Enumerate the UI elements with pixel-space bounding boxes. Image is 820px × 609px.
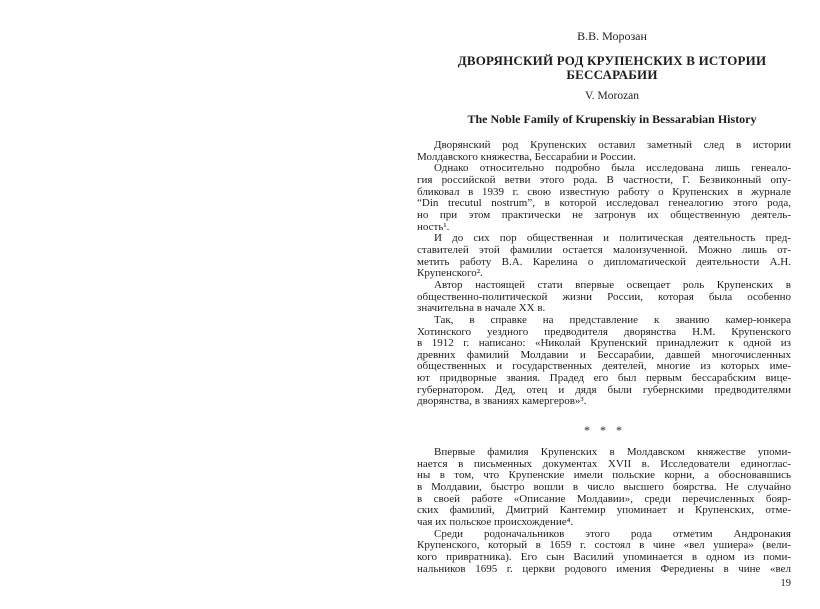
text-line: кого привратника). Его сын Василий упоминается в одном из поми- (417, 551, 791, 563)
text-line: Среди родоначальников этого рода отметим Андронакия (434, 527, 791, 540)
text-line: ность¹. (417, 220, 450, 233)
text-line: ских фамилий, Дмитрий Кантемир упоминает и Крупенских, отме- (417, 504, 791, 517)
text-line: значительна в начале XX в. (417, 302, 546, 315)
article-title-ru (433, 54, 791, 82)
paragraph (417, 529, 791, 576)
text-line: в своей работе «Описание Молдавии», среди перечисленных бояр- (417, 492, 791, 505)
section-separator: * * * (584, 423, 624, 438)
text-line: ставителей этой фамилии остается малоизученной. Можно лишь от- (417, 243, 791, 256)
text-line: Так, в справке на представление к званию камер-юнкера (434, 313, 791, 326)
title-line: ДВОРЯНСКИЙ РОД КРУПЕНСКИХ В ИСТОРИИ (457, 53, 767, 68)
text-line: Автор настоящей стати впервые освещает роль Крупенских в (434, 278, 791, 291)
text-line: гия российской ветви этого рода. В частности, Г. Безвиконный опу- (417, 173, 791, 186)
text-line: Хотинского уездного предводителя дворянства Н.М. Крупенского (417, 325, 791, 338)
paragraph (417, 280, 791, 315)
text-line: общественно-политической жизни России, которая была особенно (417, 290, 791, 303)
text-column (417, 0, 791, 590)
author-name-en: V. Morozan (584, 90, 640, 102)
text-line: губернатором. Дед, отец и дядя были губернскими предводителями (417, 383, 791, 396)
page-number: 19 (780, 578, 791, 590)
text-line: Крупенского². (417, 267, 483, 280)
text-line: Впервые фамилия Крупенских в Молдавском княжестве упоми- (434, 446, 791, 459)
text-line: Дворянский род Крупенских оставил заметный след в истории (434, 139, 791, 151)
article-title-en: The Noble Family of Krupenskiy in Bessarabian History (467, 112, 757, 126)
text-line: в 1912 г. написано: «Николай Крупенский принадлежит к одной из (417, 337, 791, 350)
text-line: дворянства, в званиях камергеров»³. (417, 395, 587, 408)
text-line: метить работу В.А. Карелина о дипломатической деятельности А.Н. (417, 255, 791, 268)
text-line: ны в том, что Крупенские имели польские корни, а обосновавшись (417, 469, 791, 482)
body-section-1 (417, 140, 791, 408)
paragraph (417, 233, 791, 280)
text-line: бликовал в 1939 г. свою известную работу о Крупенских в журнале (417, 185, 791, 198)
text-line: Молдавского княжества, Бессарабии и России. (417, 150, 636, 163)
text-line: древних фамилий Молдавии и Бессарабии, давшей многочисленных (417, 348, 791, 361)
text-line: но при этом практически не затронув их общественную деятель- (417, 208, 791, 221)
text-line: “Din trecutul nostrum”, в которой исследовал генеалогию этого рода, (417, 197, 791, 210)
text-line: в Молдавии, быстро вошли в число высшего боярства. Не случайно (417, 481, 791, 494)
paragraph (417, 140, 791, 163)
text-line: ют придворные звания. Прадед его был первым бессарабским вице- (417, 372, 791, 385)
text-line: нальников 1695 г. церкви родового имения Фередиены в чине «вел (417, 562, 791, 575)
text-line: общественных и государственных деятелей, многие из которых име- (417, 360, 791, 373)
paragraph (417, 315, 791, 408)
article-body (417, 140, 791, 590)
text-line: Крупенского, который в 1659 г. состоял в чине «вел ушиера» (вели- (417, 539, 791, 552)
text-line: И до сих пор общественная и политическая деятельность пред- (434, 232, 791, 245)
text-line: Однако относительно подробно была исследована лишь генеало- (434, 162, 791, 175)
article-header (417, 29, 791, 126)
text-line: чая их польское происхождение⁴. (417, 516, 574, 529)
body-section-2 (417, 447, 791, 575)
paragraph (417, 447, 791, 529)
paragraph (417, 163, 791, 233)
author-name-ru: В.В. Морозан (577, 29, 647, 43)
title-line: БЕССАРАБИИ (566, 67, 658, 82)
text-line: нается в письменных документах XVII в. Исследователи единоглас- (417, 457, 791, 470)
